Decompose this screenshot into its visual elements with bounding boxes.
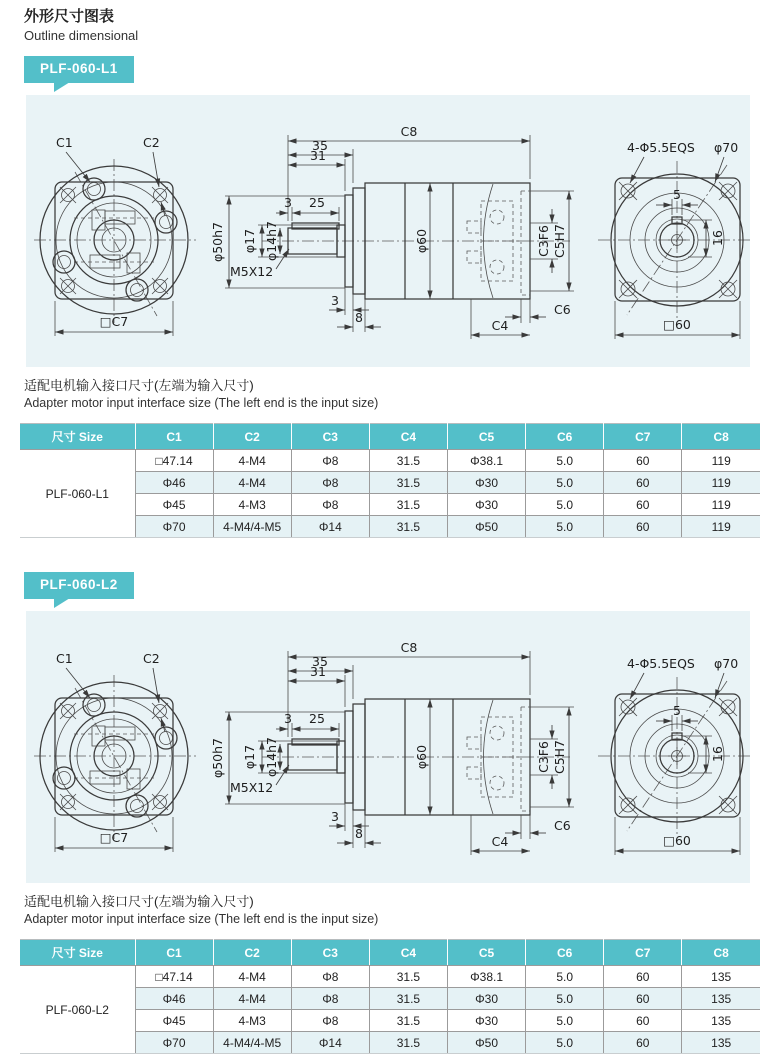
dim-cell: 60 <box>604 988 682 1010</box>
dim-cell: 31.5 <box>369 1032 447 1054</box>
dim-cell: Φ70 <box>135 516 213 538</box>
dim-cell: 60 <box>604 472 682 494</box>
col-header-c8: C8 <box>682 424 760 450</box>
dimensions-table <box>20 939 760 1054</box>
dim-cell: 31.5 <box>369 1010 447 1032</box>
dim-cell: 4-M3 <box>213 494 291 516</box>
dim-cell: Φ70 <box>135 1032 213 1054</box>
dim-cell: 5.0 <box>526 1010 604 1032</box>
dim-c7: □C7 <box>99 314 129 329</box>
dim-3-key: 3 <box>284 711 292 726</box>
dim-d50: φ50h7 <box>210 221 225 263</box>
dim-sq60: □60 <box>663 317 691 332</box>
dim-c7: □C7 <box>99 830 129 845</box>
dim-cell: 135 <box>682 988 760 1010</box>
dim-25: 25 <box>309 195 325 210</box>
dim-cell: Φ14 <box>291 516 369 538</box>
dim-c1: C1 <box>56 651 73 666</box>
col-header-c2: C2 <box>213 424 291 450</box>
dim-c4: C4 <box>491 834 509 849</box>
dim-cell: Φ30 <box>448 988 526 1010</box>
dim-8: 8 <box>355 310 363 325</box>
dim-c3: C3F6 <box>536 225 551 257</box>
dim-cell: □47.14 <box>135 450 213 472</box>
dim-d60: φ60 <box>414 228 429 254</box>
dim-cell: Φ8 <box>291 966 369 988</box>
note-zh: 适配电机输入接口尺寸(左端为输入尺寸) <box>24 894 254 909</box>
dim-cell: 119 <box>682 472 760 494</box>
dim-cell: 4-M4/4-M5 <box>213 1032 291 1054</box>
dim-cell: 4-M3 <box>213 1010 291 1032</box>
dim-d70: φ70 <box>714 140 739 155</box>
dim-cell: 4-M4/4-M5 <box>213 516 291 538</box>
dim-cell: 60 <box>604 516 682 538</box>
dim-cell: 31.5 <box>369 472 447 494</box>
dim-d14: φ14h7 <box>264 736 279 778</box>
dim-c8: C8 <box>400 640 418 655</box>
dim-sq60: □60 <box>663 833 691 848</box>
dim-cell: Φ8 <box>291 494 369 516</box>
col-header-c7: C7 <box>604 940 682 966</box>
dim-c2: C2 <box>143 651 160 666</box>
dim-cell: Φ8 <box>291 988 369 1010</box>
dim-3-face: 3 <box>331 293 339 308</box>
dim-cell: Φ50 <box>448 1032 526 1054</box>
front-view <box>34 651 196 852</box>
dim-cell: 31.5 <box>369 516 447 538</box>
note-en: Adapter motor input interface size (The left end is the input size) <box>24 912 379 926</box>
dim-cell: 31.5 <box>369 988 447 1010</box>
dim-cell: 5.0 <box>526 472 604 494</box>
dimensions-table <box>20 423 760 538</box>
dim-cell: 135 <box>682 1032 760 1054</box>
col-header-size: 尺寸 Size <box>20 940 135 966</box>
dim-cell: 4-M4 <box>213 966 291 988</box>
dim-cell: 60 <box>604 1032 682 1054</box>
dim-c4: C4 <box>491 318 509 333</box>
col-header-c1: C1 <box>135 940 213 966</box>
dim-31: 31 <box>310 664 326 679</box>
col-header-size: 尺寸 Size <box>20 424 135 450</box>
dim-cell: Φ38.1 <box>448 450 526 472</box>
section-plf-060-l2 <box>0 538 780 1054</box>
dim-m5: M5X12 <box>230 780 274 795</box>
dim-3-face: 3 <box>331 809 339 824</box>
dim-c6: C6 <box>554 818 571 833</box>
dim-key-width: 5 <box>673 187 681 202</box>
table-row <box>20 966 760 988</box>
dim-cell: Φ38.1 <box>448 966 526 988</box>
note-en: Adapter motor input interface size (The left end is the input size) <box>24 396 379 410</box>
dimension-drawing-panel <box>26 611 750 883</box>
dim-35: 35 <box>312 654 328 669</box>
dim-cell: Φ30 <box>448 494 526 516</box>
col-header-c5: C5 <box>448 424 526 450</box>
rear-view <box>598 656 750 855</box>
dim-m5: M5X12 <box>230 264 274 279</box>
dim-c5: C5H7 <box>552 223 567 259</box>
outline-dimension-drawing <box>26 611 750 883</box>
section-view <box>210 640 574 855</box>
dim-c3: C3F6 <box>536 741 551 773</box>
dim-c8: C8 <box>400 124 418 139</box>
dim-bolt-holes: 4-Φ5.5EQS <box>627 140 695 155</box>
dim-d50: φ50h7 <box>210 737 225 779</box>
dim-3-key: 3 <box>284 195 292 210</box>
dim-cell: Φ8 <box>291 472 369 494</box>
dim-c6: C6 <box>554 302 571 317</box>
col-header-c6: C6 <box>526 940 604 966</box>
model-cell: PLF-060-L1 <box>20 450 135 538</box>
dim-cell: Φ45 <box>135 494 213 516</box>
col-header-c3: C3 <box>291 940 369 966</box>
dim-cell: 5.0 <box>526 966 604 988</box>
col-header-c3: C3 <box>291 424 369 450</box>
table-row <box>20 450 760 472</box>
dim-c5: C5H7 <box>552 739 567 775</box>
col-header-c4: C4 <box>369 940 447 966</box>
front-view <box>34 135 196 336</box>
dim-d17: φ17 <box>242 228 257 254</box>
dim-d70: φ70 <box>714 656 739 671</box>
rear-view <box>598 140 750 339</box>
dim-cell: □47.14 <box>135 966 213 988</box>
col-header-c5: C5 <box>448 940 526 966</box>
dim-cell: 119 <box>682 516 760 538</box>
dim-cell: 60 <box>604 1010 682 1032</box>
col-header-c7: C7 <box>604 424 682 450</box>
dim-d14: φ14h7 <box>264 220 279 262</box>
section-plf-060-l1 <box>0 44 780 538</box>
dim-cell: 31.5 <box>369 494 447 516</box>
dim-cell: Φ30 <box>448 1010 526 1032</box>
model-cell: PLF-060-L2 <box>20 966 135 1054</box>
col-header-c6: C6 <box>526 424 604 450</box>
page-subtitle: Outline dimensional <box>24 28 139 43</box>
dim-cell: 60 <box>604 450 682 472</box>
dim-cell: 119 <box>682 494 760 516</box>
dim-cell: Φ8 <box>291 450 369 472</box>
dim-cell: 135 <box>682 1010 760 1032</box>
dimension-drawing-panel <box>26 95 750 367</box>
model-badge: PLF-060-L1 <box>24 56 134 83</box>
dim-cell: 135 <box>682 966 760 988</box>
model-badge: PLF-060-L2 <box>24 572 134 599</box>
dim-cell: 60 <box>604 494 682 516</box>
dim-cell: 5.0 <box>526 516 604 538</box>
dim-cell: 5.0 <box>526 450 604 472</box>
dim-cell: 60 <box>604 966 682 988</box>
section-view <box>210 124 574 339</box>
dim-35: 35 <box>312 138 328 153</box>
dim-cell: Φ45 <box>135 1010 213 1032</box>
dim-cell: 119 <box>682 450 760 472</box>
col-header-c1: C1 <box>135 424 213 450</box>
dim-cell: Φ30 <box>448 472 526 494</box>
dim-cell: 31.5 <box>369 966 447 988</box>
outline-dimension-drawing <box>26 95 750 367</box>
dim-key-height: 16 <box>710 230 725 246</box>
dim-key-height: 16 <box>710 746 725 762</box>
dim-31: 31 <box>310 148 326 163</box>
dim-cell: 4-M4 <box>213 988 291 1010</box>
dim-key-width: 5 <box>673 703 681 718</box>
col-header-c8: C8 <box>682 940 760 966</box>
col-header-c2: C2 <box>213 940 291 966</box>
dim-cell: Φ46 <box>135 988 213 1010</box>
dim-cell: 4-M4 <box>213 472 291 494</box>
dim-d60: φ60 <box>414 744 429 770</box>
dim-cell: 4-M4 <box>213 450 291 472</box>
dim-cell: 5.0 <box>526 494 604 516</box>
dim-cell: 31.5 <box>369 450 447 472</box>
dim-cell: 5.0 <box>526 988 604 1010</box>
dim-cell: 5.0 <box>526 1032 604 1054</box>
col-header-c4: C4 <box>369 424 447 450</box>
dim-d17: φ17 <box>242 744 257 770</box>
dim-cell: Φ50 <box>448 516 526 538</box>
dim-c1: C1 <box>56 135 73 150</box>
dim-cell: Φ8 <box>291 1010 369 1032</box>
dim-c2: C2 <box>143 135 160 150</box>
dim-8: 8 <box>355 826 363 841</box>
dim-25: 25 <box>309 711 325 726</box>
dim-bolt-holes: 4-Φ5.5EQS <box>627 656 695 671</box>
dim-cell: Φ14 <box>291 1032 369 1054</box>
dim-cell: Φ46 <box>135 472 213 494</box>
page-title: 外形尺寸图表 <box>24 8 115 25</box>
note-zh: 适配电机输入接口尺寸(左端为输入尺寸) <box>24 378 254 393</box>
